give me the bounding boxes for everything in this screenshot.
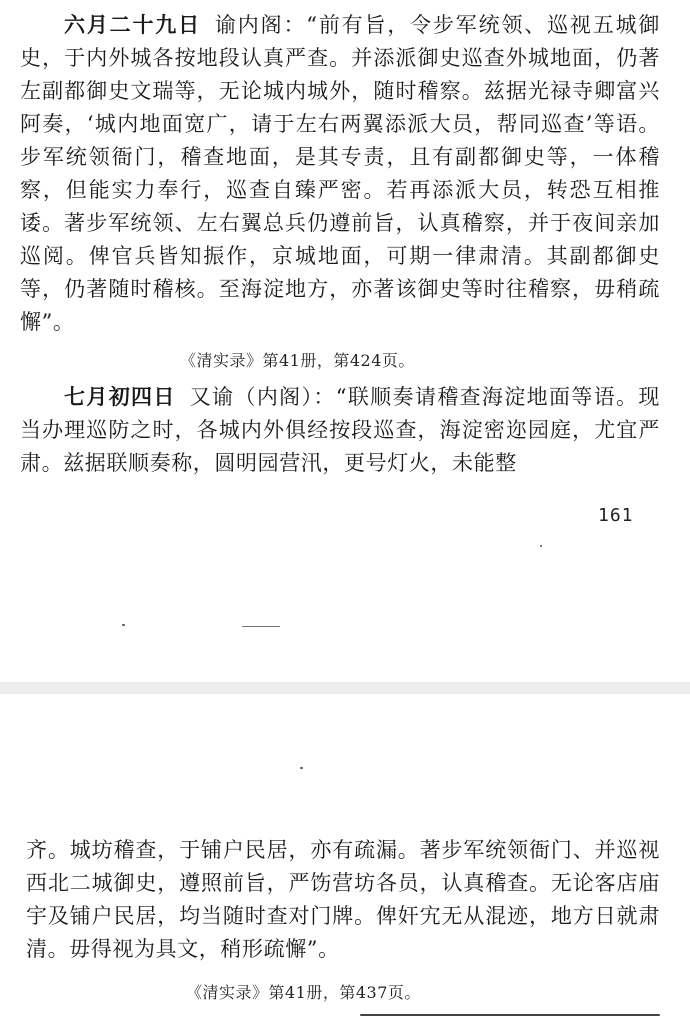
scan-speck [242,626,280,627]
entry-date: 六月二十九日 [64,12,201,37]
scan-speck [122,624,125,626]
source-citation: 《清实录》第41册，第424页。 [180,351,415,370]
page-number: 161 [598,505,634,526]
entry-text: 齐。城坊稽查，于铺户民居，亦有疏漏。著步军统领衙门、并巡视西北二城御史，遵照前旨，严饬营坊各员，认真稽查。无论客店庙宇及铺户民居，均当随时查对门牌。俾奸宄无从混迹，地方日就肃清。毋得视为具文，稍形疏懈”。 [26,838,660,961]
page-bottom [0,694,690,1018]
scan-speck [540,545,542,547]
entry-june-29 [20,8,660,339]
entry-continued [26,834,660,966]
page-gap [0,682,690,694]
scan-speck [360,1014,660,1016]
entry-text: 又谕（内阁）：“联顺奏请稽查海淀地面等语。现当办理巡防之时，各城内外俱经按段巡查，海淀密迩园庭，尤宜严肃。兹据联顺奏称，圆明园营汛，更号灯火，未能整 [20,385,660,475]
entry-july-4 [20,380,660,480]
entry-text: 谕内阁：“前有旨，令步军统领、巡视五城御史，于内外城各按地段认真严查。并添派御史巡查外城地面，仍著左副都御史文瑞等，无论城内城外，随时稽察。兹据光禄寺卿富兴阿奏，‘城内地面宽广，请于左右两翼添派大员，帮同巡查’等语。步军统领衙门，稽查地面，是其专责，且有副都御史等，一体稽察，但能实力奉行，巡查自臻严密。若再添派大员，转恐互相推诿。著步军统领、左右翼总兵仍遵前旨，认真稽察，并于夜间亲加巡阅。俾官兵皆知振作，京城地面，可期一律肃清。其副都御史等，仍著随时稽核。至海淀地方，亦著该御史等时往稽察，毋稍疏懈”。 [20,13,661,334]
source-citation: 《清实录》第41册，第437页。 [186,983,421,1002]
entry-date: 七月初四日 [64,384,176,409]
scan-speck [300,767,303,769]
